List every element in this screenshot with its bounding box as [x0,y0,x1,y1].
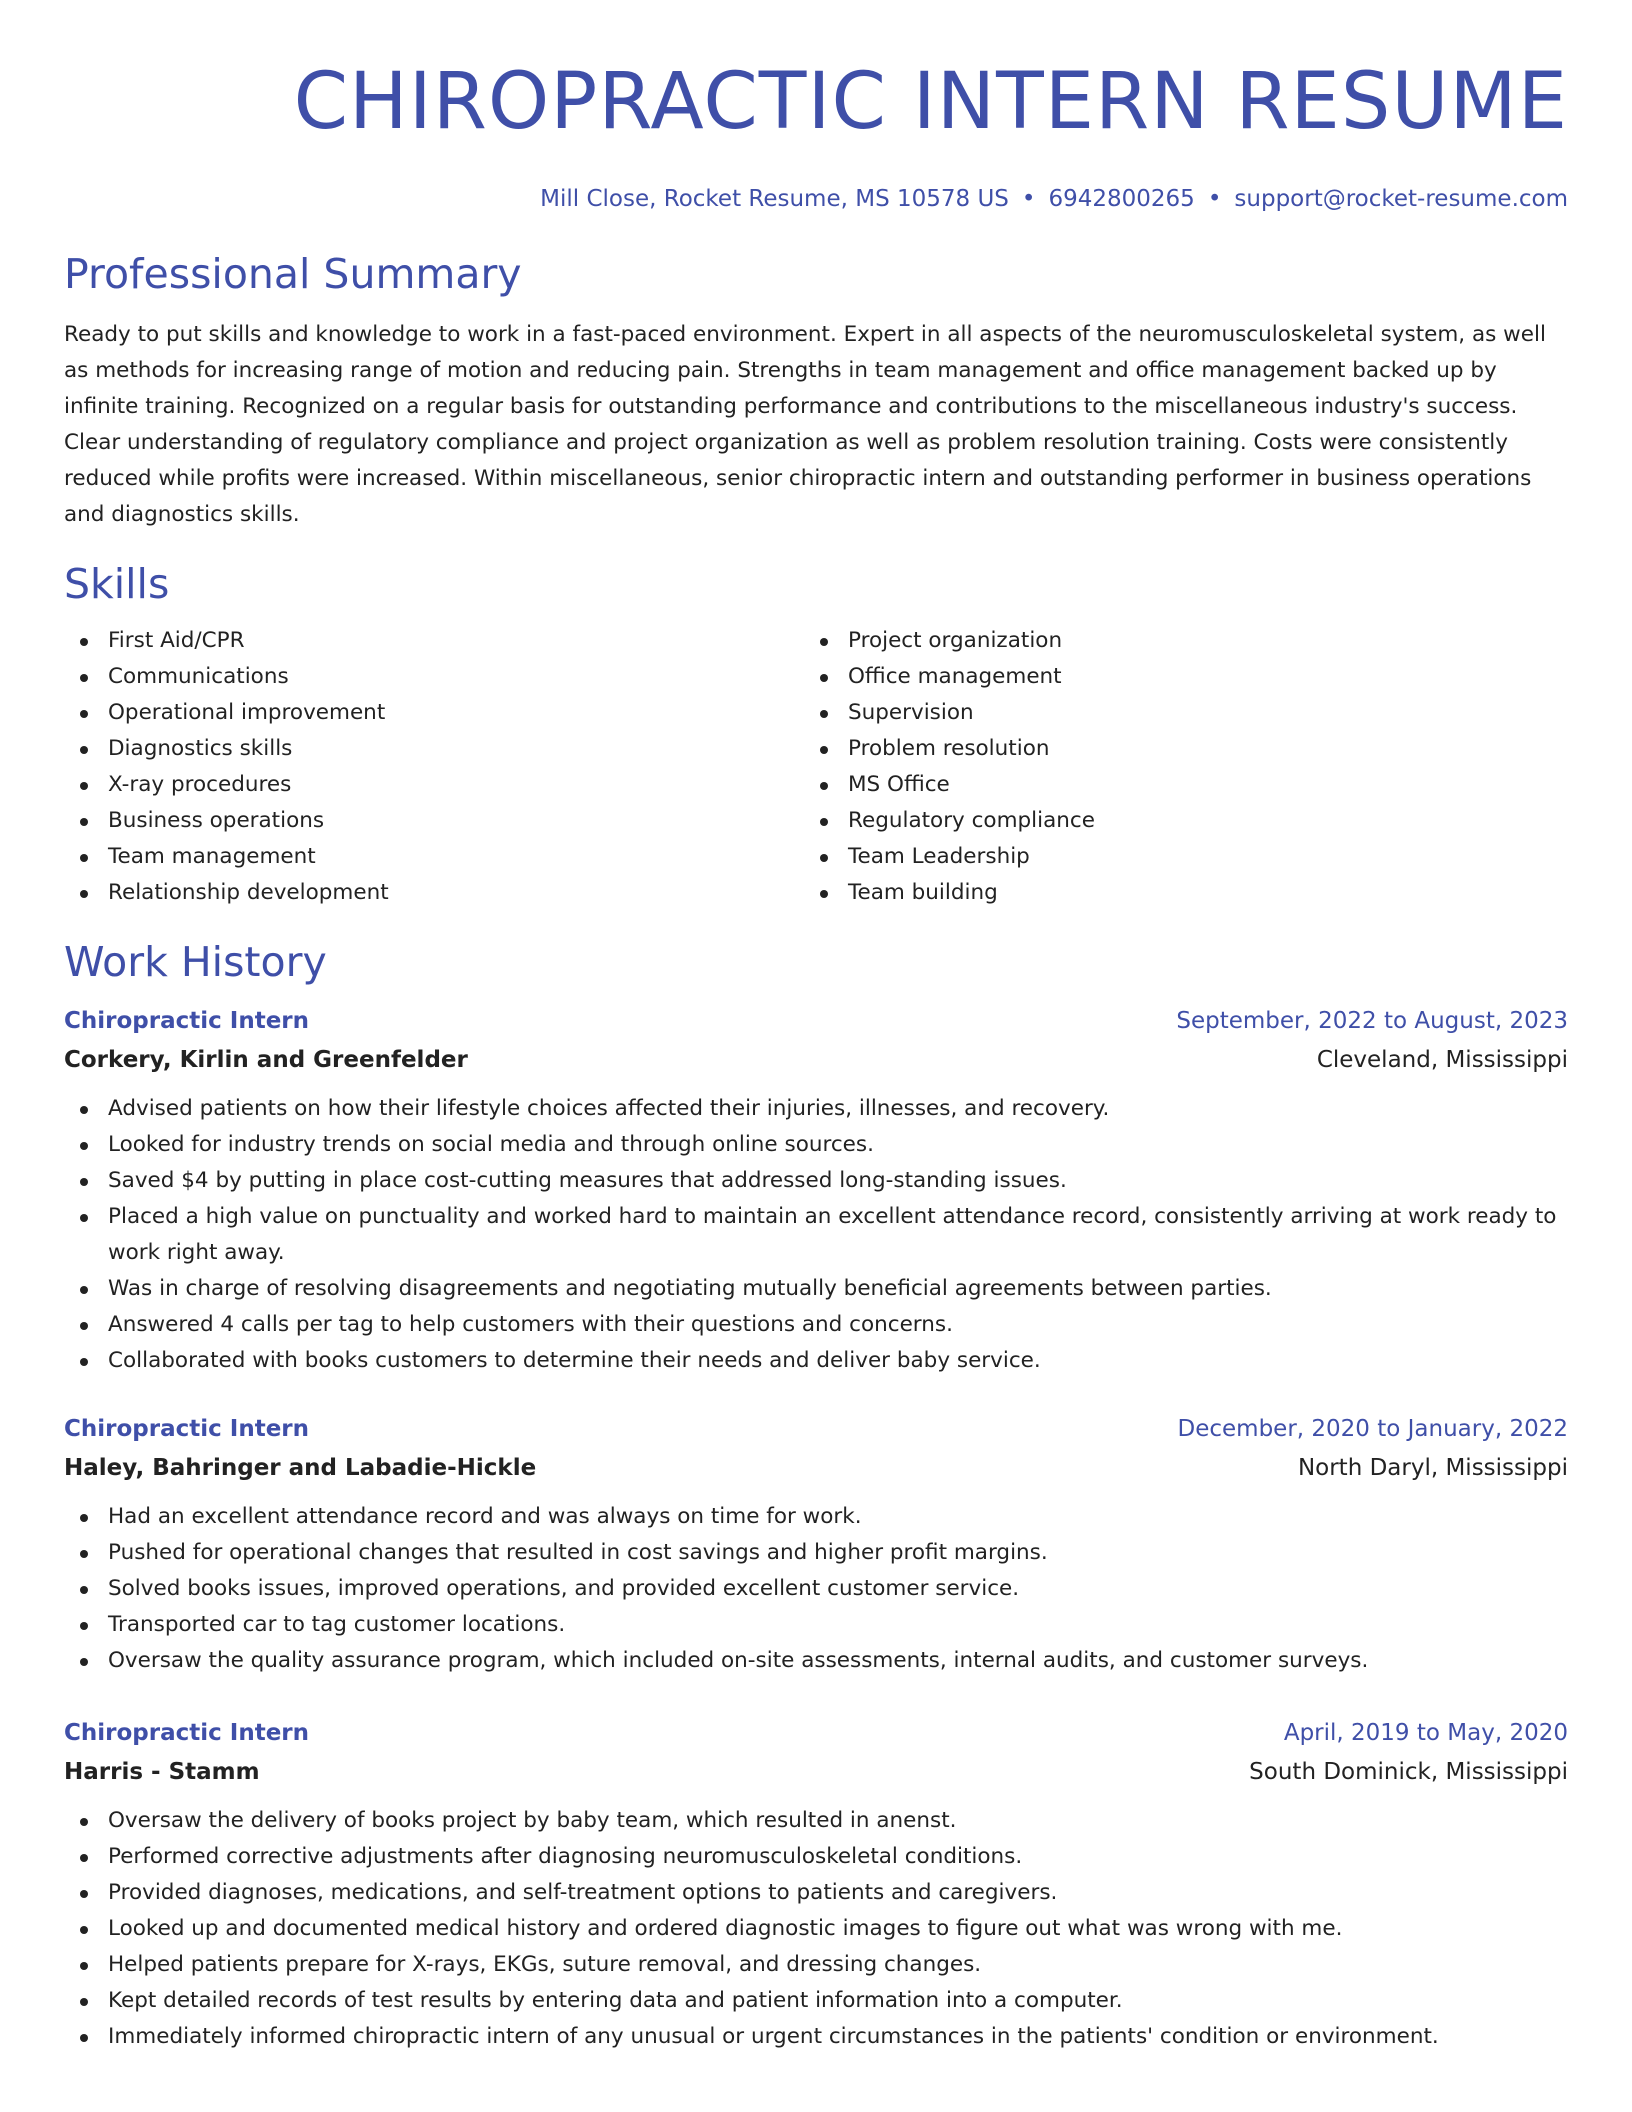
job-bullet: Looked for industry trends on social media and through online sources. [64,1127,1568,1163]
contact-phone: 6942800265 [1048,186,1195,212]
skill-item: Business operations [64,803,804,839]
job-bullets [64,1803,1568,2055]
skill-item: Team management [64,839,804,875]
skills-column-left [64,623,804,911]
job-entry [64,1715,1568,2055]
job-bullet: Saved $4 by putting in place cost-cutting measures that addressed long-standing issues. [64,1163,1568,1199]
skills-column-right [804,623,1095,911]
job-header [64,1715,1568,1751]
job-subheader [64,1754,1568,1790]
job-bullet: Immediately informed chiropractic intern of any unusual or urgent circumstances in the patients' condition or environment. [64,2019,1568,2055]
job-location: South Dominick, Mississippi [1249,1759,1568,1785]
job-bullets [64,1499,1568,1679]
job-header [64,1411,1568,1447]
skill-item: Communications [64,659,804,695]
job-role: Chiropractic Intern [64,1008,310,1034]
skills-heading: Skills [64,560,170,608]
skill-item: Supervision [804,695,1095,731]
skill-item: Regulatory compliance [804,803,1095,839]
job-bullet: Kept detailed records of test results by entering data and patient information into a computer. [64,1983,1568,2019]
contact-separator: • [1021,186,1036,212]
job-bullet: Transported car to tag customer locations. [64,1607,1568,1643]
job-bullet: Pushed for operational changes that resulted in cost savings and higher profit margins. [64,1535,1568,1571]
job-bullet: Was in charge of resolving disagreements and negotiating mutually beneficial agreements between parties. [64,1271,1568,1307]
skill-item: Team building [804,875,1095,911]
skill-item: Operational improvement [64,695,804,731]
contact-email[interactable]: support@rocket-resume.com [1234,186,1568,212]
job-bullet: Oversaw the delivery of books project by baby team, which resulted in anenst. [64,1803,1568,1839]
job-dates: September, 2022 to August, 2023 [1176,1008,1568,1034]
job-dates: December, 2020 to January, 2022 [1177,1416,1568,1442]
skill-item: X-ray procedures [64,767,804,803]
skill-item: Office management [804,659,1095,695]
job-bullet: Performed corrective adjustments after diagnosing neuromusculoskeletal conditions. [64,1839,1568,1875]
skill-item: MS Office [804,767,1095,803]
job-bullet: Looked up and documented medical history and ordered diagnostic images to figure out what was wrong with me. [64,1911,1568,1947]
job-bullet: Had an excellent attendance record and was always on time for work. [64,1499,1568,1535]
job-dates: April, 2019 to May, 2020 [1283,1720,1568,1746]
contact-separator: • [1207,186,1222,212]
skill-item: Project organization [804,623,1095,659]
contact-line [64,183,1568,215]
summary-heading: Professional Summary [64,250,522,298]
job-entry [64,1003,1568,1379]
job-subheader [64,1450,1568,1486]
job-role: Chiropractic Intern [64,1416,310,1442]
skill-item: First Aid/CPR [64,623,804,659]
job-bullet: Placed a high value on punctuality and worked hard to maintain an excellent attendance record, consistently arriving at work ready to work right away. [64,1199,1568,1271]
job-bullet: Oversaw the quality assurance program, which included on-site assessments, internal audits, and customer surveys. [64,1643,1568,1679]
summary-text: Ready to put skills and knowledge to work in a fast-paced environment. Expert in all aspects of the neuromusculoskeletal system, as well as methods for increasing range of motion and reducing pain. Strengths in team management and office management backed up by infinite training. Recognized on a regular basis for outstanding performance and contributions to the miscellaneous industry's success. Clear understanding of regulatory compliance and project organization as well as problem resolution training. Costs were consistently reduced while profits were increased. Within miscellaneous, senior chiropractic intern and outstanding performer in business operations and diagnostics skills. [64,322,1546,527]
job-header [64,1003,1568,1039]
work-history-heading: Work History [64,938,327,986]
job-location: Cleveland, Mississippi [1316,1047,1568,1073]
skill-item: Relationship development [64,875,804,911]
job-company: Corkery, Kirlin and Greenfelder [64,1047,468,1073]
job-subheader [64,1042,1568,1078]
job-bullets [64,1091,1568,1379]
job-role: Chiropractic Intern [64,1720,310,1746]
skill-item: Problem resolution [804,731,1095,767]
skills-list [64,623,1568,911]
job-bullet: Helped patients prepare for X-rays, EKGs, suture removal, and dressing changes. [64,1947,1568,1983]
job-company: Harris - Stamm [64,1759,260,1785]
job-bullet: Advised patients on how their lifestyle choices affected their injuries, illnesses, and recovery. [64,1091,1568,1127]
job-bullet: Answered 4 calls per tag to help customers with their questions and concerns. [64,1307,1568,1343]
resume-title: CHIROPRACTIC INTERN RESUME [293,57,1568,147]
contact-address: Mill Close, Rocket Resume, MS 10578 US [540,186,1009,212]
job-bullet: Solved books issues, improved operations, and provided excellent customer service. [64,1571,1568,1607]
job-company: Haley, Bahringer and Labadie-Hickle [64,1455,537,1481]
job-location: North Daryl, Mississippi [1297,1455,1568,1481]
job-bullet: Collaborated with books customers to determine their needs and deliver baby service. [64,1343,1568,1379]
job-bullet: Provided diagnoses, medications, and self-treatment options to patients and caregivers. [64,1875,1568,1911]
job-entry [64,1411,1568,1679]
skill-item: Team Leadership [804,839,1095,875]
skill-item: Diagnostics skills [64,731,804,767]
